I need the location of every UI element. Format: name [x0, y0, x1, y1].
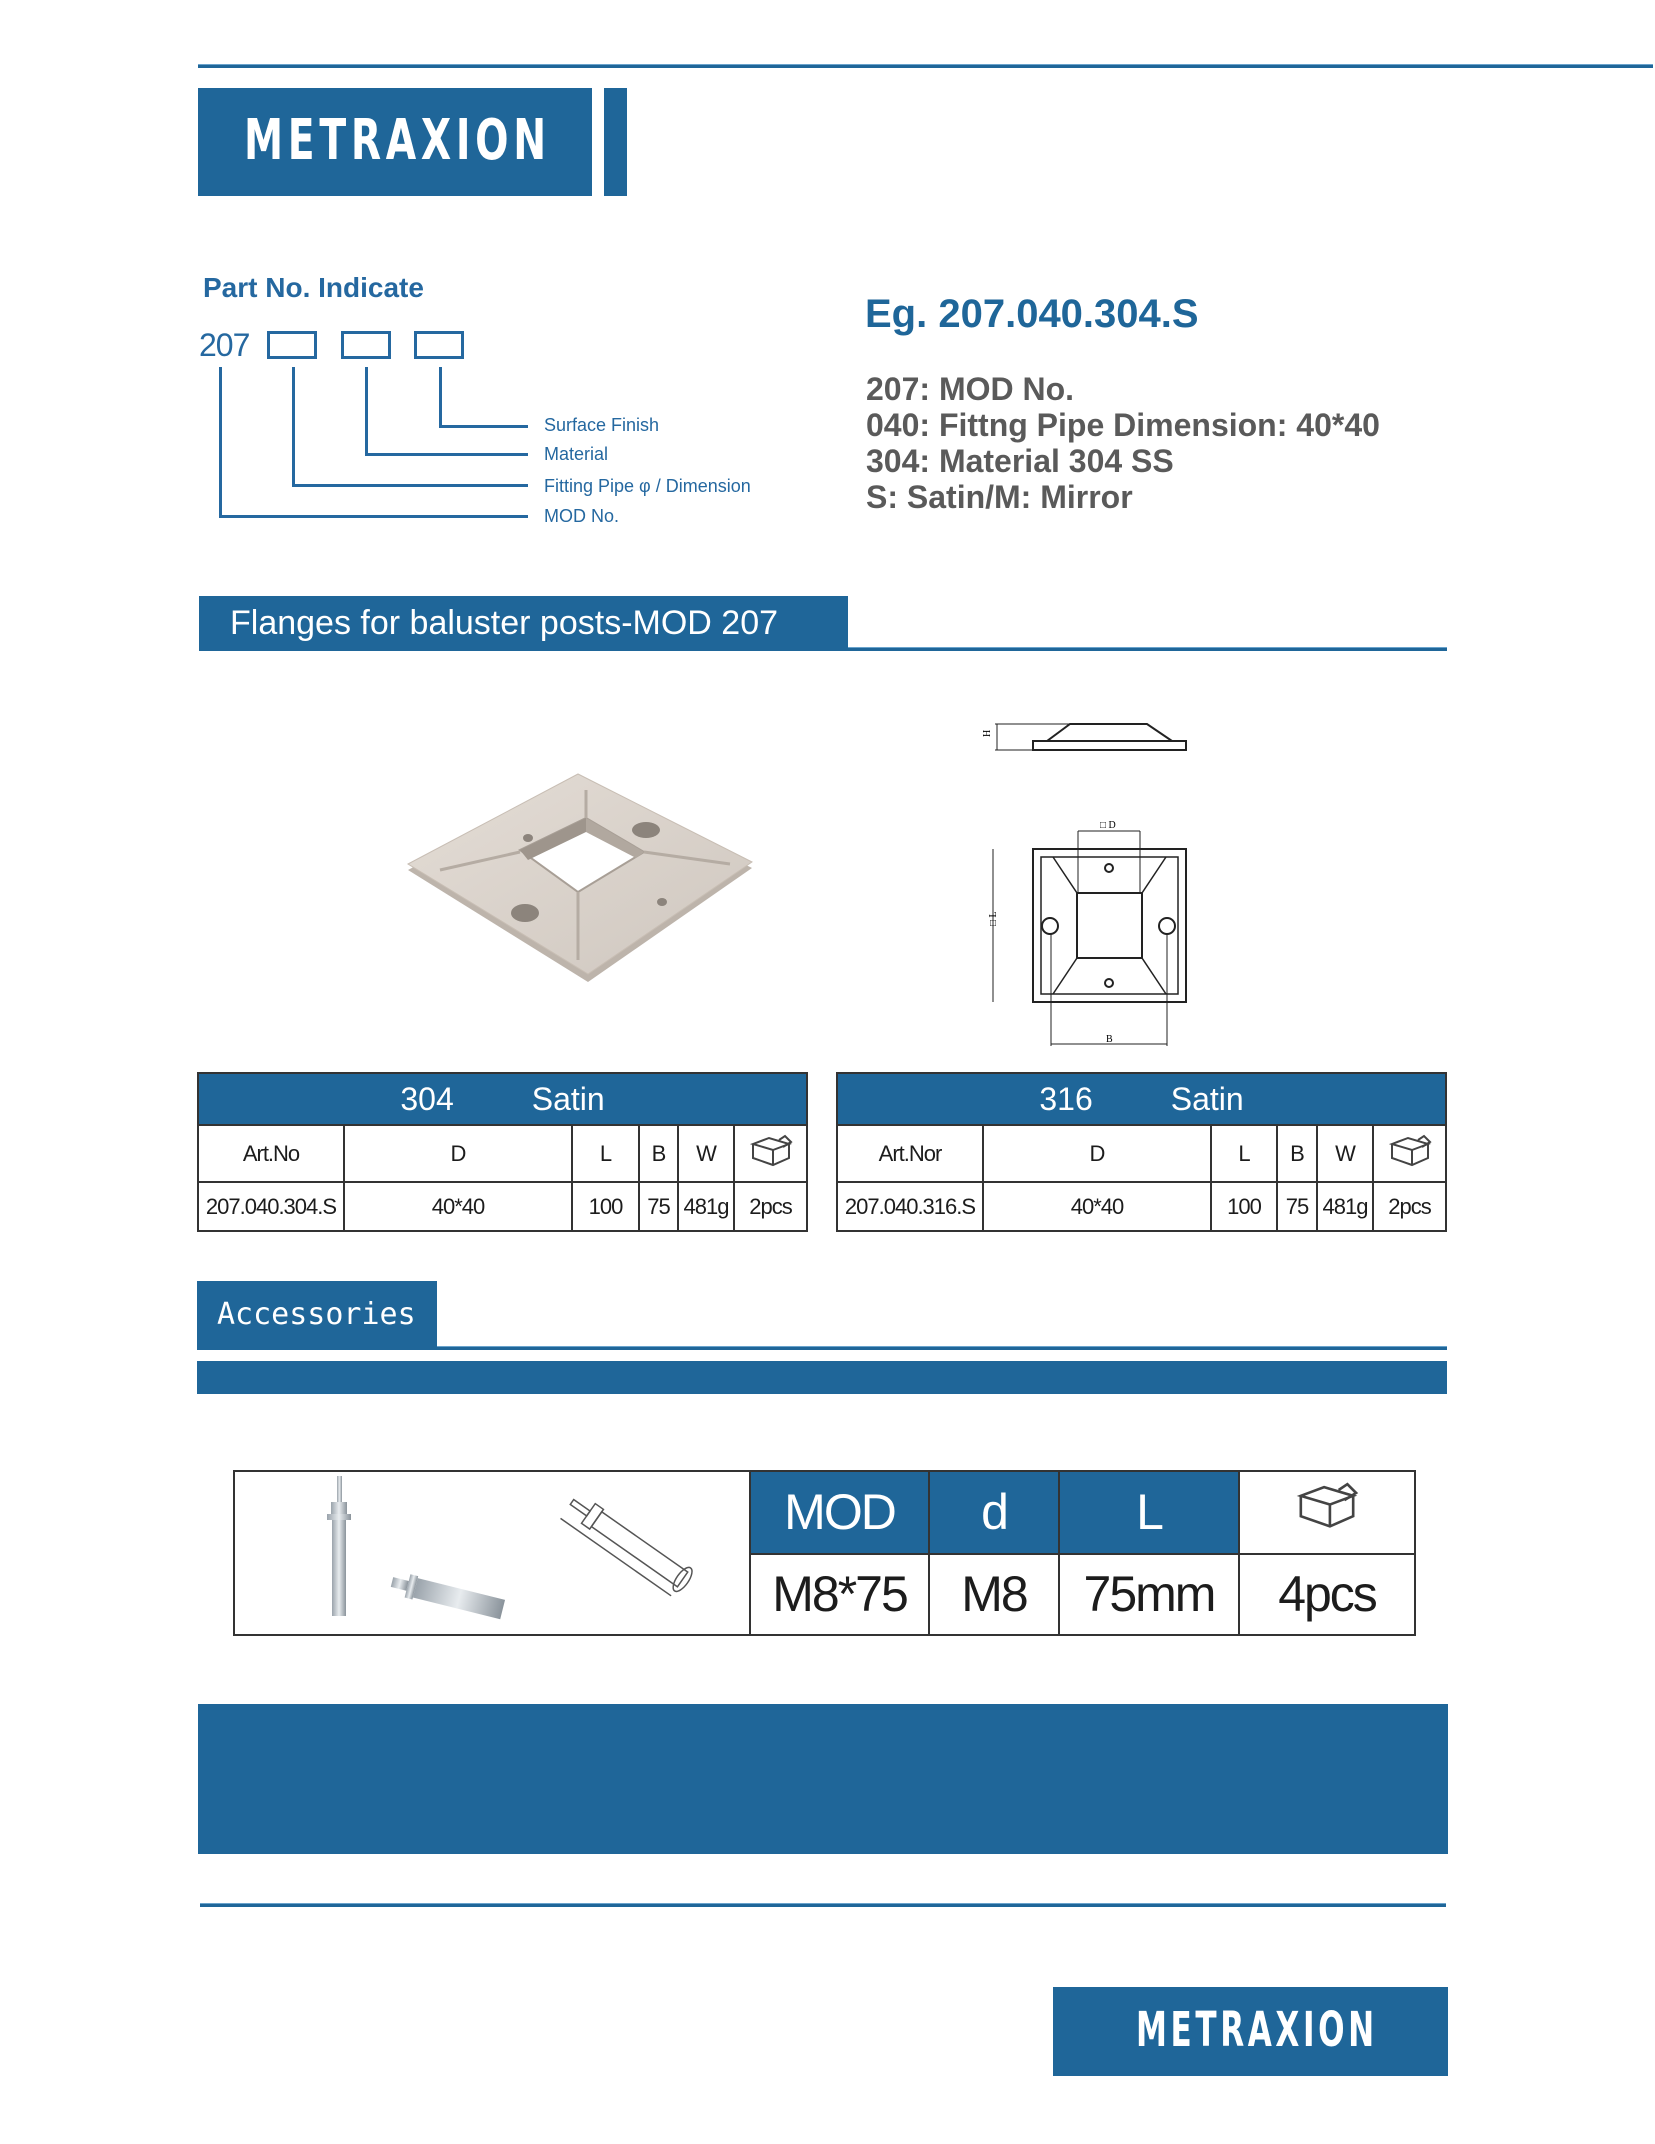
column-header: L: [1059, 1471, 1239, 1554]
label-mod-no: MOD No.: [544, 506, 620, 526]
label-surface-finish: Surface Finish: [544, 415, 660, 435]
column-header: W: [1317, 1125, 1373, 1182]
column-header: L: [572, 1125, 639, 1182]
connector-line: [292, 367, 295, 487]
logo-accent-bar: [604, 88, 627, 196]
part-no-prefix: 207: [199, 327, 250, 363]
accessories-bar: [197, 1361, 1447, 1394]
table-cell: 40*40: [344, 1182, 572, 1231]
part-no-box-material: [341, 331, 391, 359]
example-line: 304: Material 304 SS: [866, 443, 1174, 479]
column-header: D: [983, 1125, 1211, 1182]
table-cell: 2pcs: [1373, 1182, 1446, 1231]
example-title: Eg. 207.040.304.S: [865, 292, 1199, 336]
table-cell: 207.040.304.S: [198, 1182, 344, 1231]
box-icon: [1373, 1125, 1446, 1182]
example-line: S: Satin/M: Mirror: [866, 479, 1133, 515]
table-cell: 40*40: [983, 1182, 1211, 1231]
column-header: d: [929, 1471, 1059, 1554]
column-header: B: [1277, 1125, 1317, 1182]
table-header: [837, 1073, 1446, 1125]
box-icon: [1239, 1471, 1415, 1554]
anchor-bolt-images: [234, 1471, 750, 1635]
connector-line: [292, 484, 528, 487]
part-no-box-finish: [414, 331, 464, 359]
label-material: Material: [544, 444, 609, 464]
table-cell: 207.040.316.S: [837, 1182, 983, 1231]
technical-drawing: [960, 700, 1210, 1050]
box-icon: [734, 1125, 807, 1182]
table-cell: M8: [929, 1554, 1059, 1636]
material-label: 316: [1039, 1080, 1093, 1117]
connector-line: [365, 367, 368, 455]
footer-rule: [200, 1903, 1446, 1907]
column-header: B: [639, 1125, 678, 1182]
accessories-table: [233, 1470, 1416, 1636]
brand-name: METRAXION: [244, 108, 551, 173]
part-no-title: Part No. Indicate: [203, 272, 424, 303]
table-cell: 100: [1211, 1182, 1277, 1231]
section-title: Flanges for baluster posts-MOD 207: [230, 604, 779, 642]
connector-line: [439, 367, 442, 427]
column-header: Art.Nor: [837, 1125, 983, 1182]
table-cell: 481g: [678, 1182, 734, 1231]
finish-label: Satin: [1170, 1080, 1244, 1117]
material-label: 304: [400, 1080, 454, 1117]
table-cell: 75mm: [1059, 1554, 1239, 1636]
accessories-header: [197, 1281, 437, 1348]
section-header: [199, 596, 848, 649]
column-header: L: [1211, 1125, 1277, 1182]
table-cell: 75: [639, 1182, 678, 1231]
footer-logo: [1053, 1987, 1448, 2076]
column-header: Art.No: [198, 1125, 344, 1182]
spec-table-304: [197, 1072, 808, 1232]
example-line: 040: Fittng Pipe Dimension: 40*40: [866, 407, 1380, 443]
anchor-bolt-icon: [242, 1472, 742, 1622]
spec-table-316: [836, 1072, 1447, 1232]
table-cell: 481g: [1317, 1182, 1373, 1231]
brand-logo: [198, 88, 592, 196]
table-cell: M8*75: [750, 1554, 929, 1636]
part-no-box-dimension: [267, 331, 317, 359]
top-rule: [198, 64, 1653, 68]
table-header: [198, 1073, 807, 1125]
label-fitting-pipe: Fitting Pipe φ / Dimension: [544, 476, 751, 496]
finish-label: Satin: [531, 1080, 605, 1117]
connector-line: [365, 453, 528, 456]
table-cell: 4pcs: [1239, 1554, 1415, 1636]
connector-line: [439, 425, 528, 428]
table-row: [198, 1182, 807, 1231]
connector-line: [219, 515, 528, 518]
table-cell: 100: [572, 1182, 639, 1231]
dim-label-d: □ D: [1100, 820, 1116, 831]
dim-label-l: □ L: [988, 911, 999, 926]
connector-line: [219, 367, 222, 518]
column-header: W: [678, 1125, 734, 1182]
table-row: [837, 1182, 1446, 1231]
accessories-title: Accessories: [217, 1297, 416, 1332]
table-cell: 2pcs: [734, 1182, 807, 1231]
example-line: 207: MOD No.: [866, 371, 1075, 407]
footer-brand-name: METRAXION: [1136, 2002, 1378, 2058]
table-cell: 75: [1277, 1182, 1317, 1231]
footer-banner: [198, 1704, 1448, 1854]
column-header: D: [344, 1125, 572, 1182]
dim-label-b: B: [1106, 1034, 1113, 1045]
dim-label-h: H: [982, 729, 993, 737]
flange-product-image: [400, 760, 760, 1000]
column-header: MOD: [750, 1471, 929, 1554]
